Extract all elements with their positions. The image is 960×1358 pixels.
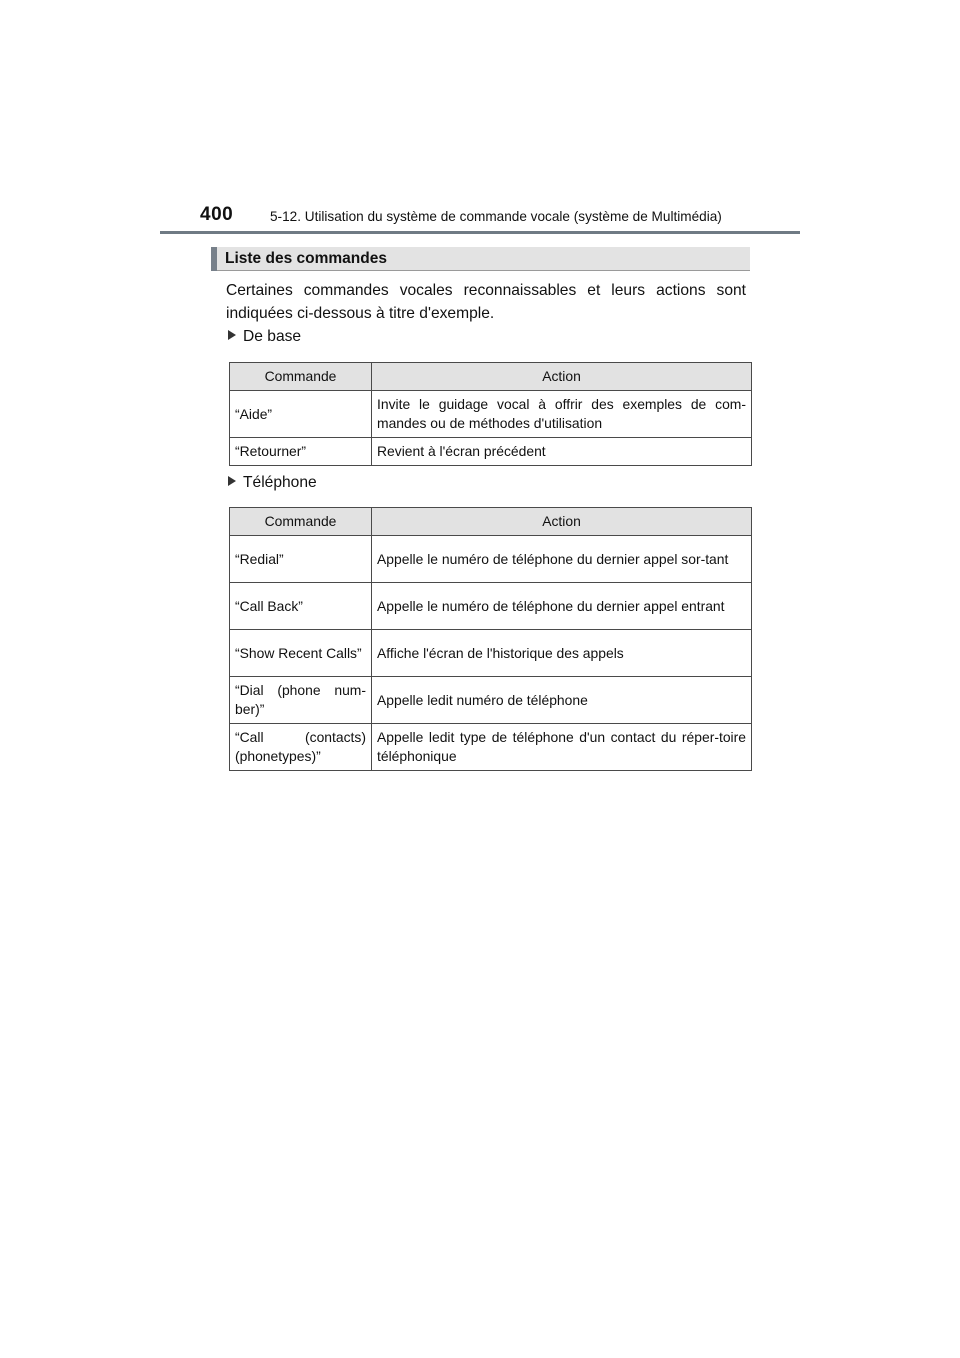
- action-cell: Appelle ledit numéro de téléphone: [372, 677, 752, 724]
- action-cell: Appelle le numéro de téléphone du dernier appel entrant: [372, 583, 752, 630]
- table-row: [230, 630, 752, 677]
- action-cell: Affiche l'écran de l'historique des appels: [372, 630, 752, 677]
- command-cell: “Call Back”: [230, 583, 372, 630]
- triangle-bullet-icon: [228, 330, 236, 340]
- table-row: [230, 677, 752, 724]
- intro-paragraph: Certaines commandes vocales reconnaissables et leurs actions sont indiquées ci-dessous à titre d'exemple.: [226, 282, 746, 322]
- table-row: [230, 438, 752, 466]
- column-header-command: Commande: [230, 363, 372, 391]
- phone-commands-table: [229, 507, 752, 771]
- triangle-bullet-icon: [228, 476, 236, 486]
- basic-commands-table: [229, 362, 752, 466]
- chapter-title: 5-12. Utilisation du système de commande vocale (système de Multimédia): [270, 209, 722, 224]
- command-cell: “Show Recent Calls”: [230, 630, 372, 677]
- table-row: [230, 724, 752, 771]
- action-cell: Invite le guidage vocal à offrir des exemples de com-mandes ou de méthodes d'utilisation: [372, 391, 752, 438]
- column-header-command: Commande: [230, 508, 372, 536]
- column-header-action: Action: [372, 363, 752, 391]
- page-number: 400: [200, 204, 234, 225]
- page-header: [160, 200, 800, 234]
- subheading-basic: [228, 328, 301, 346]
- subheading-label: De base: [243, 328, 302, 345]
- action-cell: Revient à l'écran précédent: [372, 438, 752, 466]
- section-heading: [211, 247, 750, 271]
- command-cell: “Retourner”: [230, 438, 372, 466]
- section-heading-bar: [211, 247, 217, 271]
- table-row: [230, 536, 752, 583]
- action-cell: Appelle ledit type de téléphone d'un contact du réper-toire téléphonique: [372, 724, 752, 771]
- subheading-phone: [228, 474, 317, 492]
- command-cell: “Aide”: [230, 391, 372, 438]
- table-row: [230, 391, 752, 438]
- command-cell: “Redial”: [230, 536, 372, 583]
- section-title: Liste des commandes: [225, 250, 387, 267]
- column-header-action: Action: [372, 508, 752, 536]
- command-cell: “Dial (phone num-ber)”: [230, 677, 372, 724]
- subheading-label: Téléphone: [243, 474, 317, 491]
- action-cell: Appelle le numéro de téléphone du dernier appel sor-tant: [372, 536, 752, 583]
- table-row: [230, 583, 752, 630]
- command-cell: “Call (contacts) (phonetypes)”: [230, 724, 372, 771]
- header-rule: [160, 231, 800, 234]
